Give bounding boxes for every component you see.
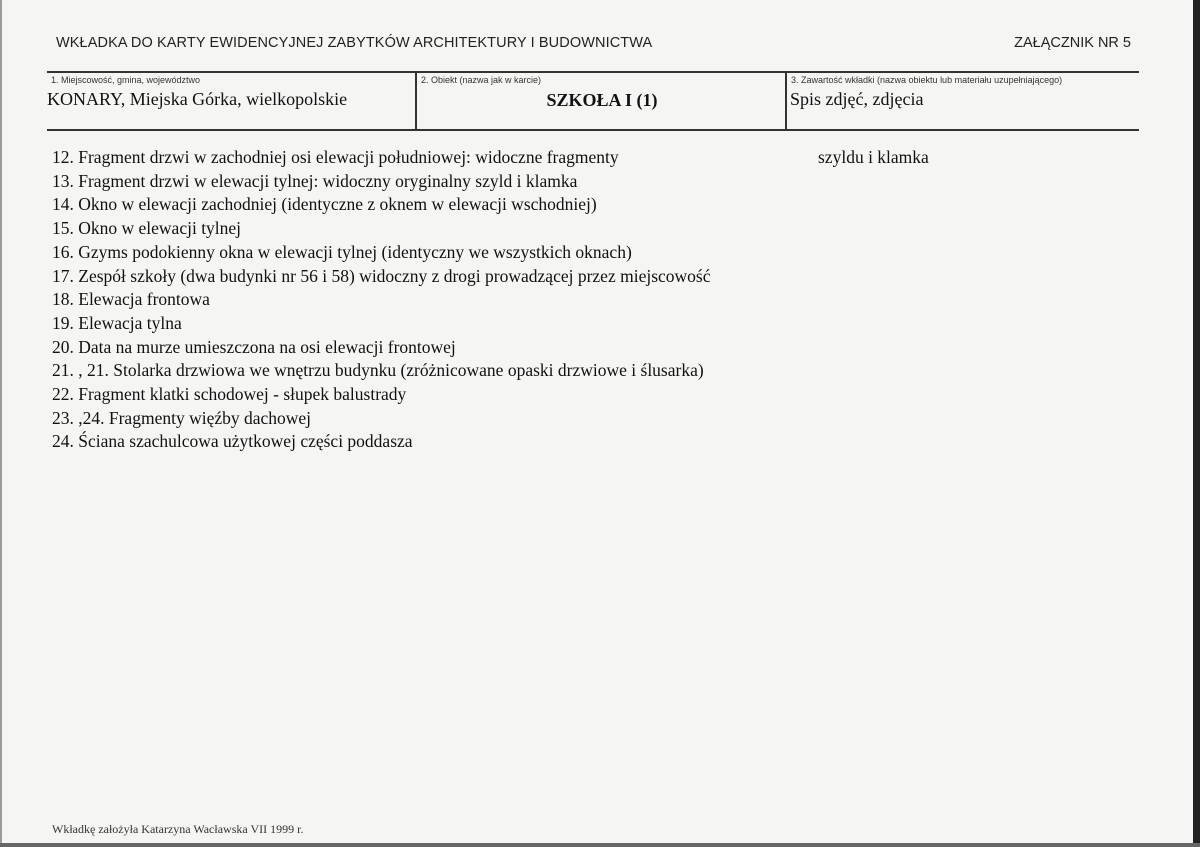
- field-contents-label: 3. Zawartość wkładki (nazwa obiektu lub materiału uzupełniającego): [791, 75, 1063, 85]
- field-contents-value: Spis zdjęć, zdjęcia: [790, 89, 924, 109]
- list-item: 24. Ściana szachulcowa użytkowej części poddasza: [52, 431, 413, 452]
- field-object: [415, 73, 787, 129]
- list-item: 18. Elewacja frontowa: [52, 289, 210, 310]
- scan-edge-right: [1193, 0, 1200, 847]
- list-item: 16. Gzyms podokienny okna w elewacji tylnej (identyczny we wszystkich oknach): [52, 241, 632, 262]
- field-contents: [785, 73, 1141, 129]
- form-header-table: [47, 71, 1139, 131]
- list-item: 13. Fragment drzwi w elewacji tylnej: widoczny oryginalny szyld i klamka: [52, 170, 578, 191]
- field-location-value: KONARY, Miejska Górka, wielkopolskie: [47, 89, 348, 109]
- list-item: 22. Fragment klatki schodowej - słupek balustrady: [52, 384, 407, 405]
- list-item: 12. Fragment drzwi w zachodniej osi elewacji południowej: widoczne fragmenty: [52, 147, 619, 167]
- list-item: 20. Data na murze umieszczona na osi elewacji frontowej: [52, 336, 456, 357]
- footer-note: Wkładkę założyła Katarzyna Wacławska VII 1999 r.: [52, 822, 304, 836]
- field-object-value: SZKOŁA I (1): [546, 90, 658, 110]
- list-item: 21. , 21. Stolarka drzwiowa we wnętrzu budynku (zróżnicowane opaski drzwiowe i ślusarka): [52, 360, 704, 381]
- scan-edge-bottom: [0, 843, 1200, 847]
- list-item: 17. Zespół szkoły (dwa budynki nr 56 i 58) widoczny z drogi prowadzącej przez miejscowość: [52, 265, 711, 286]
- field-location: [47, 73, 415, 129]
- form-title: WKŁADKA DO KARTY EWIDENCYJNEJ ZABYTKÓW ARCHITEKTURY I BUDOWNICTWA: [56, 35, 653, 51]
- item-12-continuation: szyldu i klamka: [818, 147, 929, 167]
- field-location-label: 1. Miejscowość, gmina, województwo: [51, 75, 201, 85]
- annex-number: ZAŁĄCZNIK NR 5: [1014, 35, 1131, 51]
- list-item: 14. Okno w elewacji zachodniej (identyczne z oknem w elewacji wschodniej): [52, 194, 597, 215]
- list-item: 15. Okno w elewacji tylnej: [52, 218, 242, 239]
- photo-list: [52, 146, 711, 454]
- scan-edge-left: [0, 0, 2, 847]
- list-item: 19. Elewacja tylna: [52, 312, 182, 333]
- field-object-label: 2. Obiekt (nazwa jak w karcie): [421, 75, 542, 85]
- list-item: 23. ,24. Fragmenty więźby dachowej: [52, 407, 312, 428]
